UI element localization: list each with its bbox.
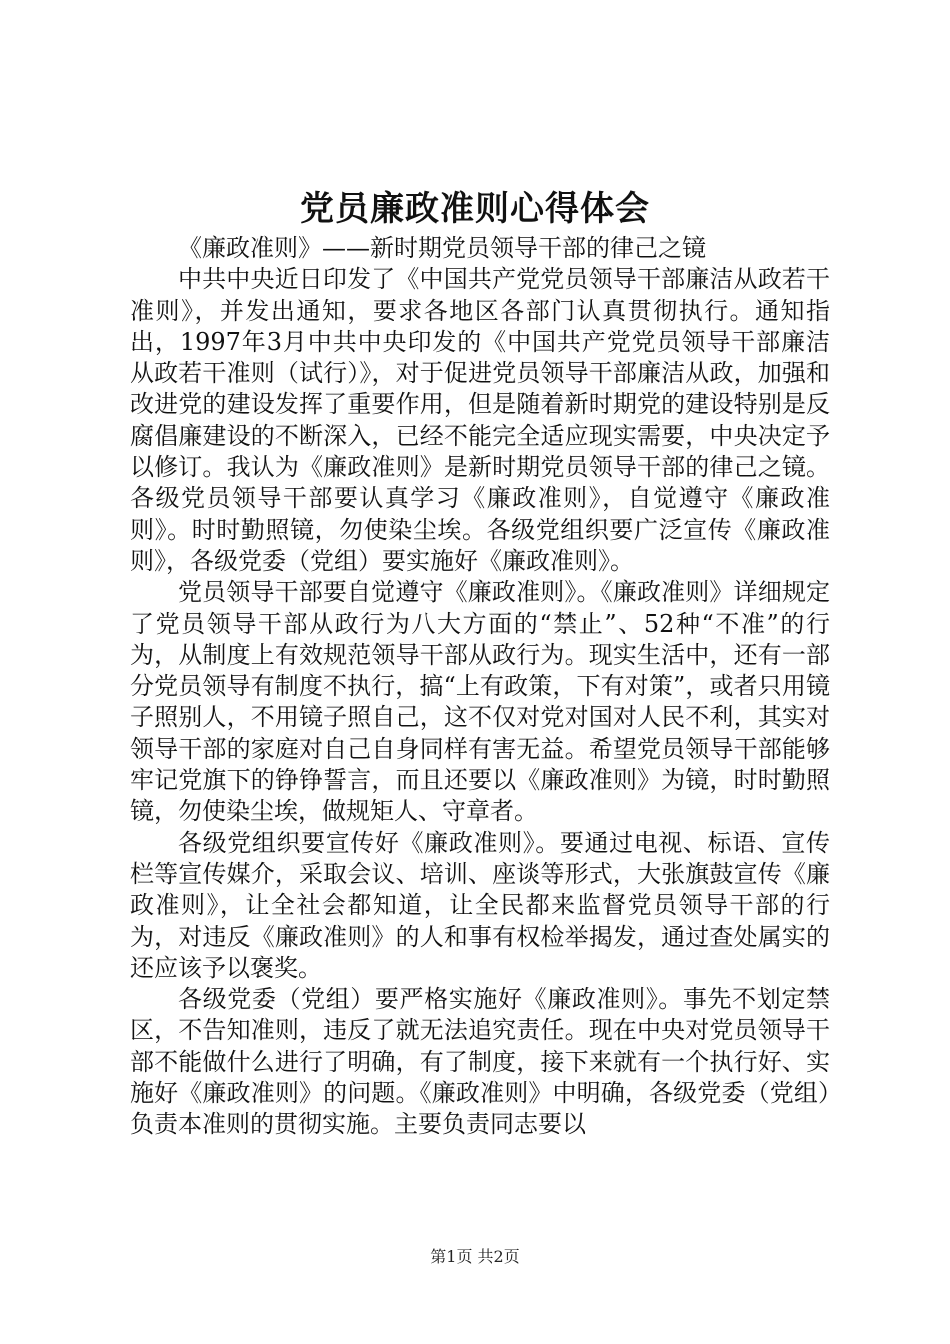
document-title: 党员廉政准则心得体会 xyxy=(300,189,650,229)
body-paragraph: 中共中央近日印发了《中国共产党党员领导干部廉洁从政若干准则》，并发出通知，要求各地区各部门认真贯彻执行。通知指出，1997年3月中共中央印发的《中国共产党党员领导干部廉洁从政若干准则（试行）》，对于促进党员领导干部廉洁从政，加强和改进党的建设发挥了重要作用，但是随着新时期党的建设特别是反腐倡廉建设的不断深入，已经不能完全适应现实需要，中央决定予以修订。我认为《廉政准则》是新时期党员领导干部的律己之镜。各级党员领导干部要认真学习《廉政准则》，自觉遵守《廉政准则》。时时勤照镜，勿使染尘埃。各级党组织要广泛宣传《廉政准则》，各级党委（党组）要实施好《廉政准则》。 xyxy=(130,265,830,575)
body-paragraph: 各级党组织要宣传好《廉政准则》。要通过电视、标语、宣传栏等宣传媒介，采取会议、培训、座谈等形式，大张旗鼓宣传《廉政准则》，让全社会都知道，让全民都来监督党员领导干部的行为，对违反《廉政准则》的人和事有权检举揭发，通过查处属实的还应该予以褒奖。 xyxy=(130,828,830,982)
body-paragraph: 各级党委（党组）要严格实施好《廉政准则》。事先不划定禁区，不告知准则，违反了就无法追究责任。现在中央对党员领导干部不能做什么进行了明确，有了制度，接下来就有一个执行好、实施好《廉政准则》的问题。《廉政准则》中明确，各级党委（党组）负责本准则的贯彻实施。主要负责同志要以 xyxy=(130,985,830,1139)
body-paragraph: 党员领导干部要自觉遵守《廉政准则》。《廉政准则》详细规定了党员领导干部从政行为八大方面的“禁止”、52种“不准”的行为，从制度上有效规范领导干部从政行为。现实生活中，还有一部分党员领导有制度不执行，搞“上有政策，下有对策”，或者只用镜子照别人，不用镜子照自己，这不仅对党对国对人民不利，其实对领导干部的家庭对自己自身同样有害无益。希望党员领导干部能够牢记党旗下的铮铮誓言，而且还要以《廉政准则》为镜，时时勤照镜，勿使染尘埃，做规矩人、守章者。 xyxy=(130,578,830,826)
document-body xyxy=(130,233,830,1141)
subtitle-paragraph: 《廉政准则》——新时期党员领导干部的律己之镜 xyxy=(178,234,706,262)
page-number-footer: 第1页 共2页 xyxy=(430,1247,520,1266)
